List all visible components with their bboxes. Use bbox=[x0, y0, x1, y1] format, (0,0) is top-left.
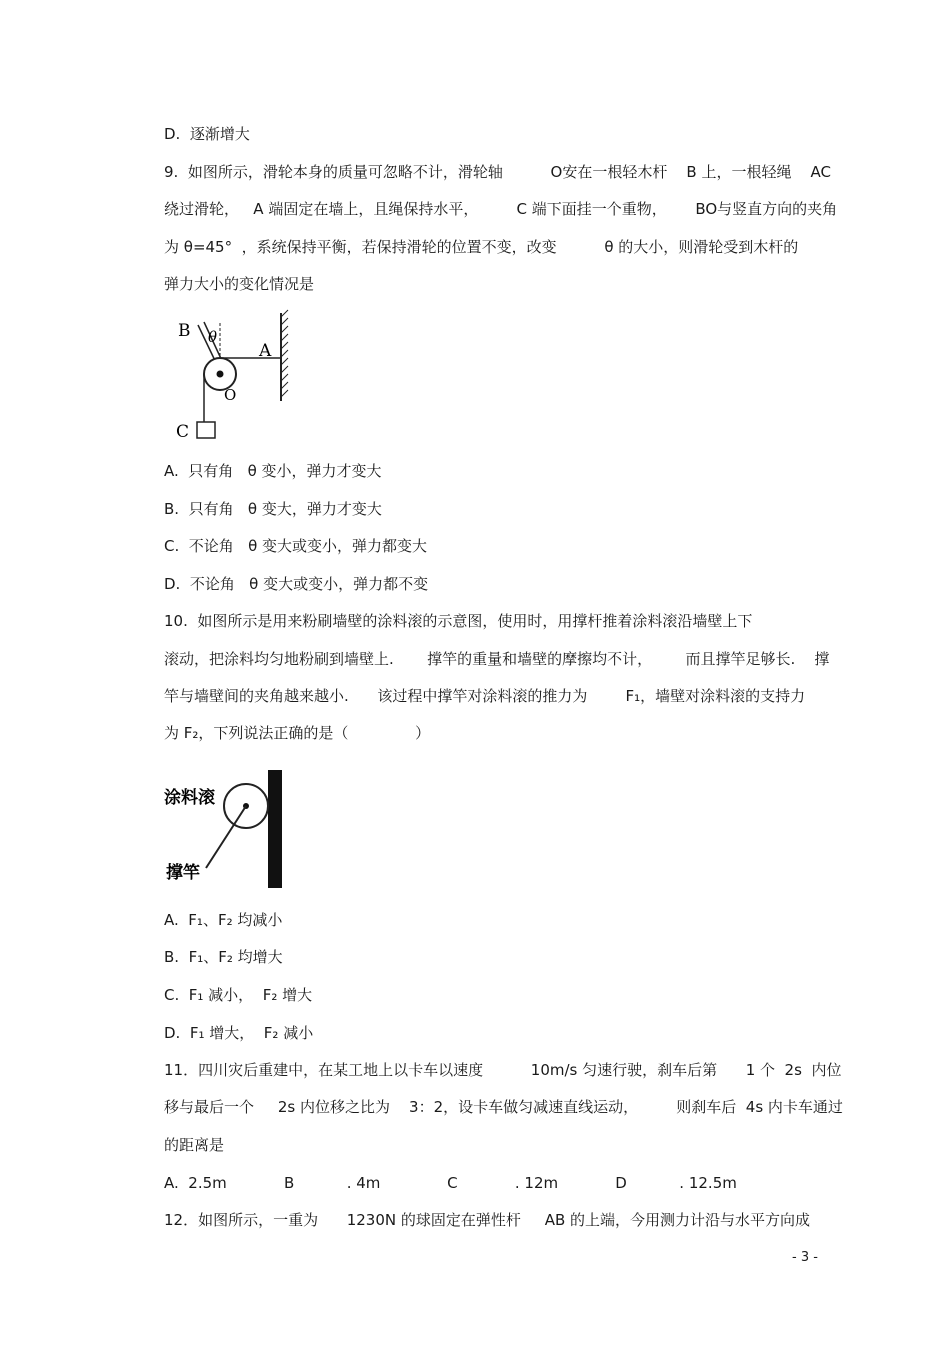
q9-stem-line-3: 为 θ=45° ，系统保持平衡，若保持滑轮的位置不变，改变 θ 的大小，则滑轮受到木杆的 bbox=[164, 238, 799, 256]
label-a: A bbox=[259, 341, 272, 361]
q9-option-d: D. 不论角 θ 变大或变小，弹力都不变 bbox=[164, 575, 429, 593]
q11-options: A. 2.5m B . 4m C . 12m D . 12.5m bbox=[164, 1174, 737, 1192]
q10-stem-line-3: 竿与墙壁间的夹角越来越小. 该过程中撑竿对涂料滚的推力为 F₁，墙壁对涂料滚的支持力 bbox=[164, 687, 806, 705]
label-theta: θ bbox=[208, 328, 218, 346]
label-b: B bbox=[178, 321, 191, 341]
q9-stem-line-2: 绕过滑轮， A 端固定在墙上，且绳保持水平， C 端下面挂一个重物， BO与竖直方向的夹角 bbox=[164, 200, 838, 218]
q11-stem-line-3: 的距离是 bbox=[164, 1136, 225, 1154]
q10-option-d: D. F₁ 增大， F₂ 减小 bbox=[164, 1024, 314, 1042]
q9-option-a: A. 只有角 θ 变小，弹力才变大 bbox=[164, 462, 382, 480]
q10-stem-line-4: 为 F₂，下列说法正确的是（ ） bbox=[164, 724, 431, 742]
q9-option-c: C. 不论角 θ 变大或变小，弹力都变大 bbox=[164, 537, 428, 555]
q11-stem-line-2: 移与最后一个 2s 内位移之比为 3：2，设卡车做匀减速直线运动， 则刹车后 4s 内卡车通过 bbox=[164, 1098, 843, 1116]
q9-stem-line-1: 9. 如图所示，滑轮本身的质量可忽略不计，滑轮轴 O安在一根轻木杆 B 上，一根轻绳 AC bbox=[164, 163, 832, 181]
pulley-figure bbox=[170, 305, 305, 445]
label-roller: 涂料滚 bbox=[164, 788, 215, 808]
q10-option-b: B. F₁、F₂ 均增大 bbox=[164, 948, 283, 966]
roller-figure bbox=[160, 765, 295, 893]
q10-option-c: C. F₁ 减小， F₂ 增大 bbox=[164, 986, 313, 1004]
label-c: C bbox=[176, 422, 190, 442]
q10-stem-line-2: 滚动，把涂料均匀地粉刷到墙壁上. 撑竿的重量和墙壁的摩擦均不计， 而且撑竿足够长. 撑 bbox=[164, 650, 830, 668]
q9-option-b: B. 只有角 θ 变大，弹力才变大 bbox=[164, 500, 382, 518]
label-o: O bbox=[224, 386, 237, 404]
q11-stem-line-1: 11．四川灾后重建中，在某工地上以卡车以速度 10m/s 匀速行驶，刹车后第 1 个 2s 内位 bbox=[164, 1061, 842, 1079]
q9-stem-line-4: 弹力大小的变化情况是 bbox=[164, 275, 315, 293]
q12-stem-line-1: 12．如图所示，一重为 1230N 的球固定在弹性杆 AB 的上端，今用测力计沿与水平方向成 bbox=[164, 1211, 811, 1229]
q10-stem-line-1: 10. 如图所示是用来粉刷墙壁的涂料滚的示意图，使用时，用撑杆推着涂料滚沿墙壁上下 bbox=[164, 612, 753, 630]
q10-option-a: A. F₁、F₂ 均减小 bbox=[164, 911, 283, 929]
q8-option-d: D. 逐渐增大 bbox=[164, 125, 250, 143]
page-number: - 3 - bbox=[792, 1250, 818, 1265]
label-pole: 撑竿 bbox=[166, 863, 200, 883]
